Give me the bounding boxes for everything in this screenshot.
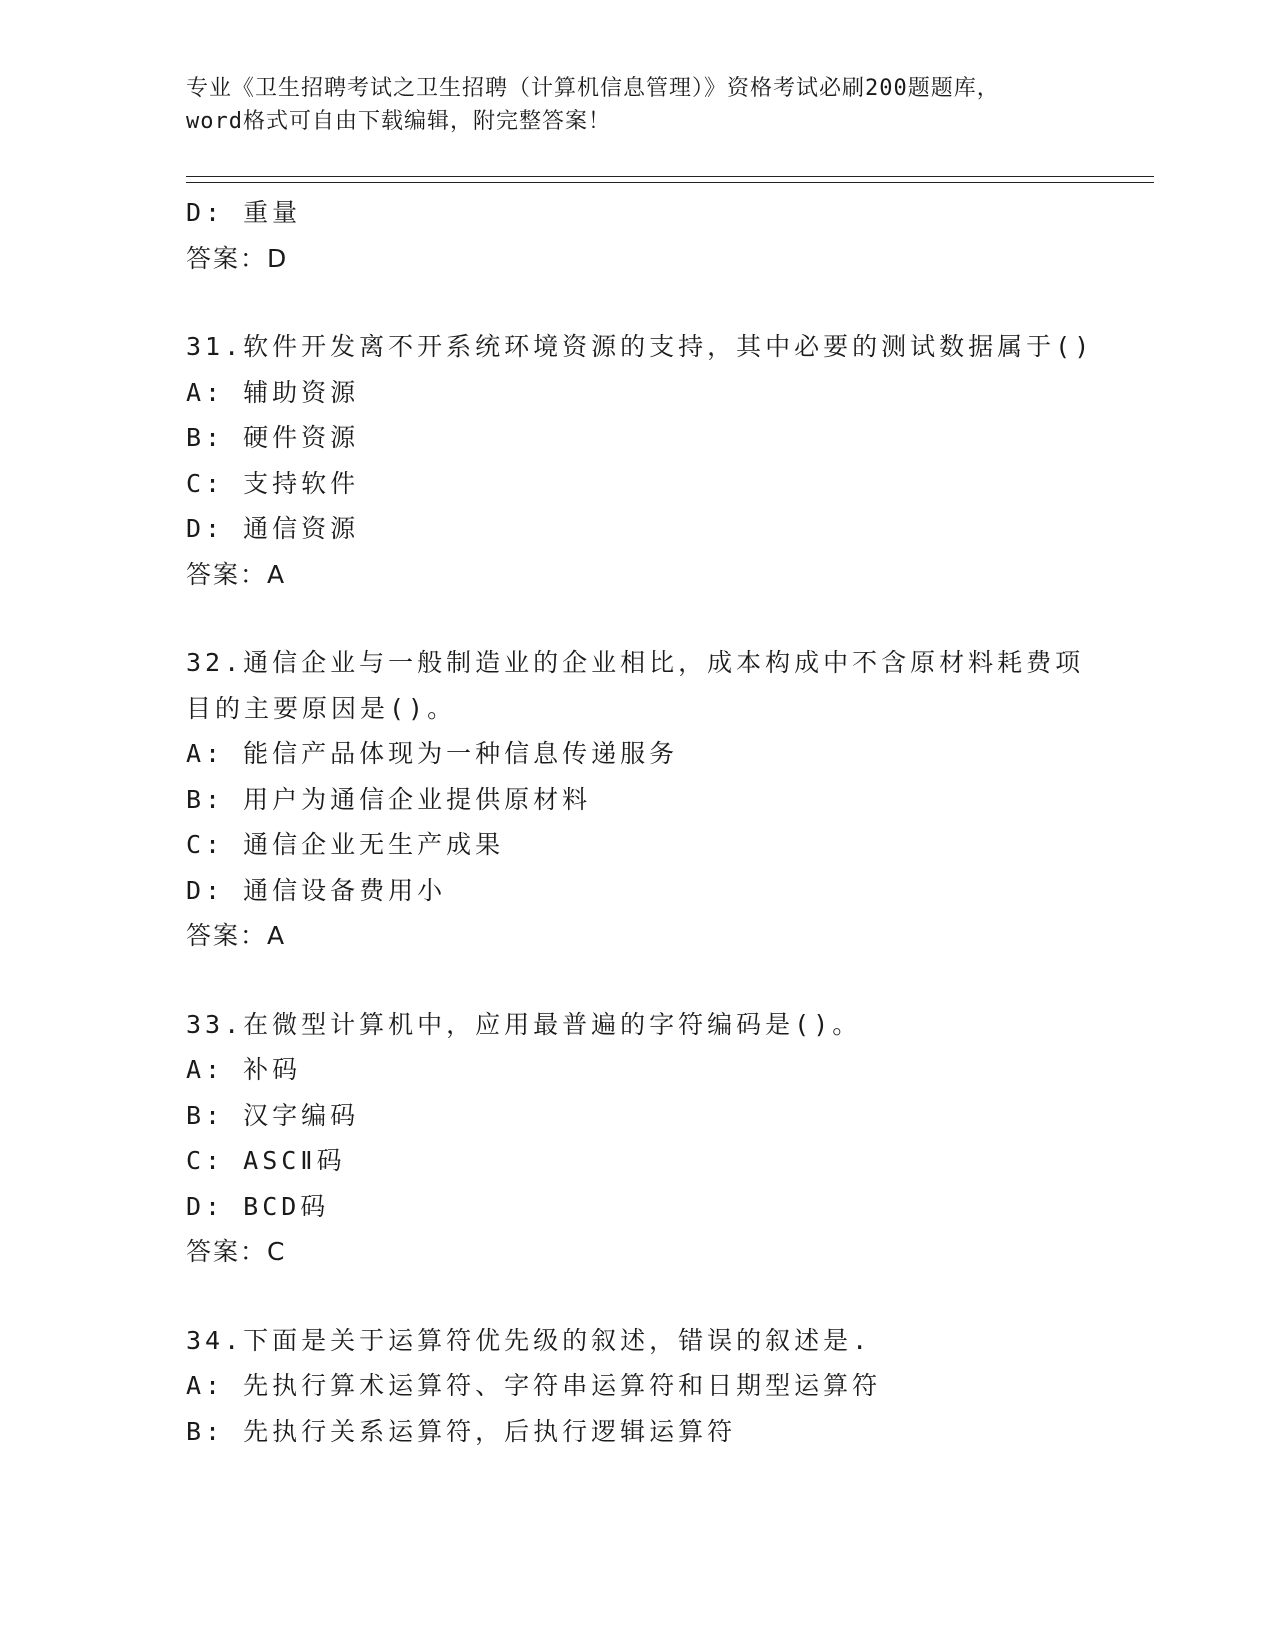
question-stem: 34.下面是关于运算符优先级的叙述，错误的叙述是. [186, 1325, 872, 1355]
header-divider-bottom [186, 182, 1154, 183]
option-b: B: 硬件资源 [186, 423, 360, 452]
header-line-1: 专业《卫生招聘考试之卫生招聘（计算机信息管理）》资格考试必刷200题题库， [186, 76, 1000, 101]
option-a: A: 先执行算术运算符、字符串运算符和日期型运算符 [186, 1371, 882, 1400]
question-content [186, 190, 1146, 1454]
question-32 [186, 640, 1146, 959]
question-stem-line-1: 32.通信企业与一般制造业的企业相比，成本构成中不含原材料耗费项 [186, 648, 1085, 677]
option-b: B: 用户为通信企业提供原材料 [186, 784, 592, 814]
header-divider-top [186, 176, 1154, 177]
option-b: B: 先执行关系运算符，后执行逻辑运算符 [186, 1416, 737, 1446]
question-33 [186, 1002, 1146, 1275]
option-d: D: BCD码 [186, 1191, 330, 1221]
option-a: A: 能信产品体现为一种信息传递服务 [186, 739, 679, 768]
answer: 答案：A [186, 559, 287, 589]
option-a: A: 辅助资源 [186, 377, 360, 407]
option-c: C: 通信企业无生产成果 [186, 830, 505, 859]
question-stem-line-2: 目的主要原因是()。 [186, 693, 457, 723]
answer: 答案：C [186, 1237, 287, 1266]
prev-answer: 答案：D [186, 243, 289, 273]
question-stem: 33.在微型计算机中，应用最普遍的字符编码是()。 [186, 1009, 862, 1039]
question-34 [186, 1318, 1146, 1455]
option-a: A: 补码 [186, 1055, 302, 1084]
option-c: C: ASCⅡ码 [186, 1146, 346, 1175]
option-d: D: 通信资源 [186, 514, 360, 543]
prev-option-d: D: 重量 [186, 198, 302, 227]
option-b: B: 汉字编码 [186, 1100, 360, 1130]
option-c: C: 支持软件 [186, 468, 360, 498]
option-d: D: 通信设备费用小 [186, 875, 447, 905]
answer: 答案：A [186, 921, 287, 950]
header-line-2: word格式可自由下载编辑，附完整答案！ [186, 109, 611, 134]
question-stem: 31.软件开发离不开系统环境资源的支持，其中必要的测试数据属于() [186, 332, 1094, 361]
document-header [186, 72, 1086, 138]
question-31 [186, 324, 1146, 597]
